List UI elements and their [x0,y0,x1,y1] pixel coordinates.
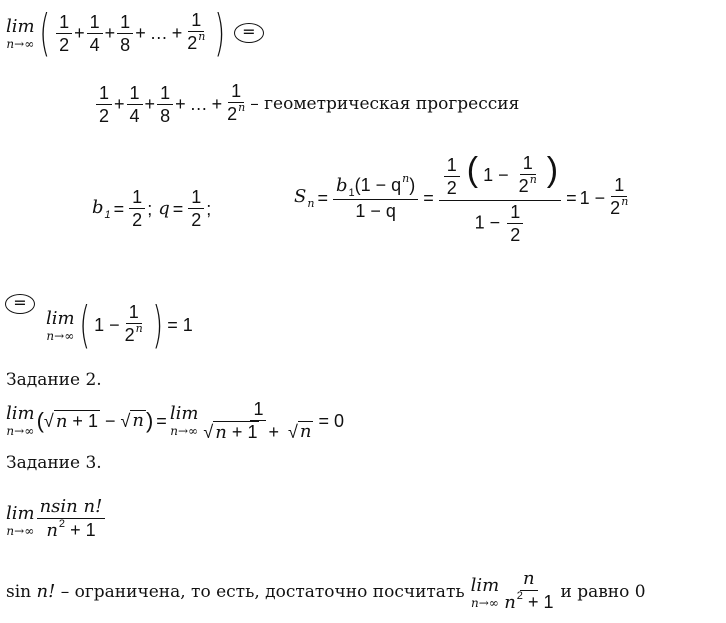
plus-sign: + [144,94,156,114]
fraction-last-term: $\frac{1}{2^n}$ [610,175,629,219]
limit-operator: lim n→∞ [169,403,199,438]
sum-formula [294,150,633,246]
limit-operator: lim n→∞ [6,502,35,538]
equals-sign: = [317,188,328,209]
circled-equals: = [5,294,35,314]
task-3-fraction: nsin n! $n^2 + 1$ [37,496,106,544]
progression-parameters [92,186,211,231]
plus-sign: + [104,23,116,43]
fraction-quarter: $\frac{1}{4}$ [127,82,143,127]
minus-sign: − [104,410,116,431]
separator: ; [147,198,153,219]
fraction-last-term: $\frac{1}{2^n}$ [227,81,246,124]
fraction-half: $\frac{1}{2}$ [129,186,145,231]
left-paren: ( [38,4,50,62]
sqrt-n-plus-1: √ n + 1 [43,410,98,432]
ellipsis: … [149,23,168,43]
conclusion-fraction: n $n^2 + 1$ [504,568,554,613]
fraction-eighth: $\frac{1}{8}$ [157,82,173,127]
conclusion-text: – ограничена, то есть, достаточно посчитать [55,582,465,602]
geometric-progression-label: – геометрическая прогрессия [250,94,520,114]
limit-operator: lim n→∞ [470,574,500,610]
one-minus: 1 − [94,315,120,335]
fraction-half: $\frac{1}{2}$ [188,186,204,231]
circled-equals: = [234,23,264,43]
fraction-half: 1 2 [96,82,112,127]
equals-sign: = [423,188,434,209]
sum-fraction-general: $\frac{b_1(1 - q^n)}{1 - q}$ [333,174,418,222]
geometric-progression-line [94,80,519,128]
fraction-eighth: $\frac{1}{8}$ [117,11,133,56]
fraction-half: 1 2 [56,11,72,56]
plus-sign: + [114,94,125,114]
sqrt-n: √ n [120,409,144,431]
task-2-expression: lim n→∞ ( √ n + 1 − √ n ) = lim n→∞ 1 √ n + 1 + √ n = 0 [6,399,345,443]
limit-operator: lim n→∞ [46,307,75,343]
plus-sign: + [171,23,183,43]
plus-sign: + [135,23,146,43]
limit-series-line [6,4,264,62]
fraction-last-term: $\frac{1}{2^n}$ [187,10,206,53]
conclusion-suffix: и равно 0 [560,582,646,602]
conclusion-line [6,568,646,616]
plus-sign: + [211,94,223,114]
limit-result-line [46,296,193,354]
equals-sign: = [172,198,184,219]
ellipsis: … [189,94,208,114]
n-factorial: n! [36,581,56,602]
sum-fraction-substituted: $\frac{1}{2}$ ( 1 − $\frac{1}{2^n}$ ) 1 − $\frac{1}{2}$ [439,150,561,246]
fraction-quarter: $\frac{1}{4}$ [87,11,103,56]
plus-sign: + [74,23,85,43]
task-2-result: = 0 [318,410,345,431]
equals-sign: = [156,410,167,431]
limit-value: = 1 [167,315,193,335]
left-paren: ( [78,296,90,354]
task-3-heading: Задание 3. [6,453,102,473]
limit-operator: lim n→∞ [6,15,35,51]
plus-sign: + [175,94,186,114]
equals-sign: = [566,188,577,209]
right-paren: ) [152,296,163,354]
separator: ; [206,198,212,219]
equals-sign: = [113,198,125,219]
limit-operator: lim n→∞ [6,403,35,438]
task-3-expression [6,496,107,544]
task-2-heading: Задание 2. [6,370,102,390]
one-minus: 1 − [579,188,606,209]
sin-word: sin [6,582,37,602]
sn-symbol: $S_n$ [294,186,315,211]
b1-symbol: $b_1$ [92,196,111,221]
task-2-fraction: 1 √ n + 1 + √ n [203,399,312,443]
q-symbol: q [158,197,170,219]
right-paren: ) [214,4,226,62]
fraction-last-term: $\frac{1}{2^n}$ [124,302,143,345]
